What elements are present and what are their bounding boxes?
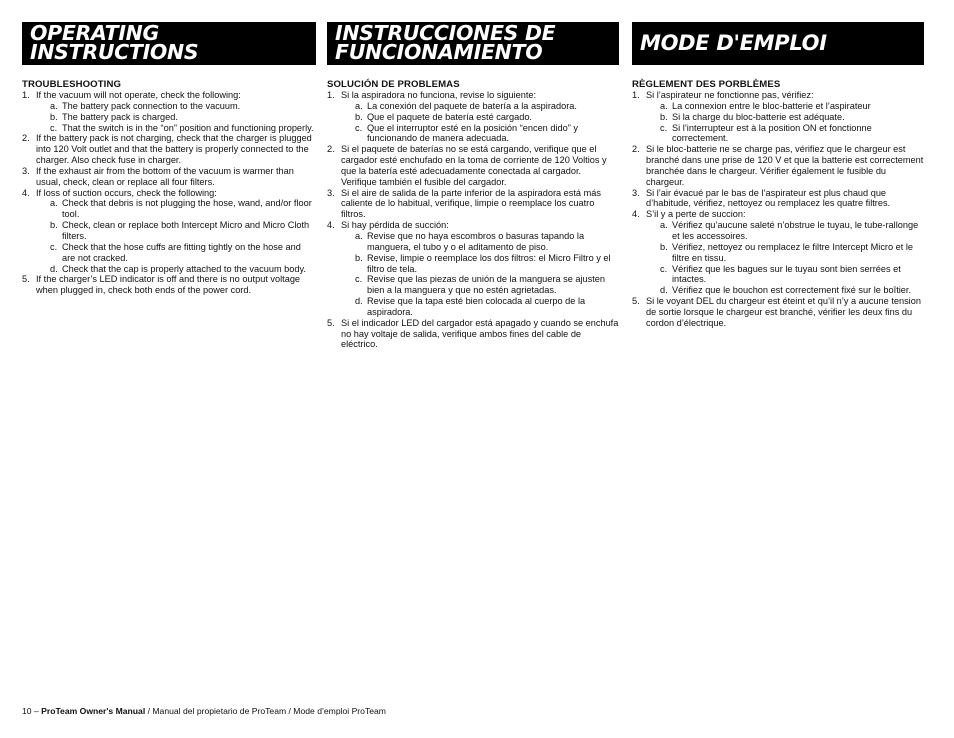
sub-item — [36, 264, 316, 275]
sub-item — [341, 112, 619, 123]
sub-item — [646, 220, 924, 242]
sub-text: The battery pack connection to the vacuum. — [62, 100, 241, 111]
sub-letter: c. — [660, 122, 668, 133]
item-text: If the vacuum will not operate, check the following: — [36, 90, 241, 100]
item-number: 3. — [327, 187, 335, 198]
section-heading — [327, 22, 619, 65]
sub-letter: c. — [50, 241, 58, 252]
sub-item — [341, 231, 619, 253]
sub-text: Revise que no haya escombros o basuras tapando la manguera, el tubo y o el aditamento de piso. — [367, 230, 585, 252]
list-item — [632, 209, 924, 296]
sub-letter: a. — [50, 100, 58, 111]
column-french — [632, 22, 924, 329]
item-number: 3. — [632, 187, 640, 198]
sub-item — [646, 264, 924, 286]
item-text: S’il y a perte de succion: — [646, 209, 746, 220]
sub-text: La conexión del paquete de batería a la aspiradora. — [367, 100, 577, 111]
list-item — [632, 188, 924, 210]
troubleshooting-list — [22, 90, 316, 296]
sub-item — [646, 123, 924, 145]
list-item — [22, 274, 316, 296]
item-text: If loss of suction occurs, check the following: — [36, 187, 217, 198]
item-number: 4. — [22, 187, 30, 198]
footer-manual-title: ProTeam Owner's Manual — [41, 706, 146, 716]
item-number: 3. — [22, 165, 30, 176]
sub-list — [646, 220, 924, 296]
item-number: 5. — [327, 317, 335, 328]
sub-item — [341, 274, 619, 296]
sub-text: Vérifiez que les bagues sur le tuyau sont bien serrées et intactes. — [672, 263, 901, 285]
item-text: Si le voyant DEL du chargeur est éteint et qu’il n’y a aucune tension de sortie lorsque le chargeur est branché, vérifier les deux fins du cordon d’électrique. — [646, 296, 921, 328]
section-heading — [632, 22, 924, 65]
sub-letter: c. — [50, 122, 58, 133]
item-text: Si el indicador LED del cargador está apagado y cuando se enchufa no hay voltaje de salida, verifique ambos fines del cable de eléctrico. — [341, 317, 619, 350]
list-item — [327, 188, 619, 221]
sub-item — [341, 253, 619, 275]
item-text: If the exhaust air from the bottom of the vacuum is warmer than usual, check, clean or replace all four filters. — [36, 165, 294, 187]
troubleshooting-list — [632, 90, 924, 329]
sub-letter: a. — [660, 220, 668, 231]
item-text: Si le bloc-batterie ne se charge pas, vérifiez que le chargeur est branché dans une prise de 120 V et que la batterie est correctement branchée dans le chargeur. Vérifier également le fusible du chargeur. — [646, 144, 924, 187]
heading-line: FUNCIONAMIENTO — [335, 40, 543, 64]
item-text: Si el paquete de baterías no se está cargando, verifique que el cargador esté enchufado en la toma de corriente de 120 Voltios y que la batería esté adecuadamente conectada al cargador. Verifique también el fusible del cargador. — [341, 144, 607, 187]
sub-text: That the switch is in the “on” position and functioning properly. — [62, 122, 314, 133]
sub-letter: b. — [355, 252, 363, 263]
subheading: SOLUCIÓN DE PROBLEMAS — [327, 79, 460, 90]
sub-text: Que el paquete de batería esté cargado. — [367, 111, 532, 122]
sub-text: Check that debris is not plugging the hose, wand, and/or floor tool. — [62, 198, 312, 220]
item-number: 4. — [327, 220, 335, 231]
column-english — [22, 22, 316, 296]
item-text: Si el aire de salida de la parte inferior de la aspiradora está más caliente de lo habitual, verifique, limpie o reemplace los cuatro filtros. — [341, 187, 601, 220]
sub-letter: b. — [355, 111, 363, 122]
item-number: 2. — [327, 144, 335, 155]
item-text: If the battery pack is not charging, check that the charger is plugged into 120 Volt outlet and that the battery is properly connected to the charger. Also check fuse in charger. — [36, 133, 312, 166]
list-item — [22, 188, 316, 275]
sub-text: Check that the hose cuffs are fitting tightly on the hose and are not cracked. — [62, 241, 301, 263]
sub-text: Revise que las piezas de unión de la manguera se ajusten bien a la manguera y que no estén agrietadas. — [367, 274, 606, 296]
sub-list — [341, 101, 619, 144]
sub-item — [646, 101, 924, 112]
sub-list — [341, 231, 619, 318]
sub-item — [341, 101, 619, 112]
subheading: TROUBLESHOOTING — [22, 79, 122, 90]
sub-text: Check, clean or replace both Intercept Micro and Micro Cloth filters. — [62, 220, 310, 241]
sub-list — [646, 101, 924, 144]
sub-letter: c. — [355, 274, 363, 285]
sub-item — [36, 198, 316, 220]
sub-item — [36, 101, 316, 112]
sub-item — [646, 242, 924, 264]
sub-text: Check that the cap is properly attached to the vacuum body. — [62, 263, 306, 274]
heading-line: MODE D'EMPLOI — [640, 31, 827, 55]
sub-item — [36, 112, 316, 123]
item-number: 1. — [327, 90, 335, 100]
item-text: If the charger’s LED indicator is off and there is no output voltage when plugged in, check both ends of the power cord. — [36, 274, 301, 296]
item-number: 1. — [632, 90, 640, 100]
sub-letter: d. — [660, 285, 668, 296]
page-footer — [22, 706, 386, 717]
sub-text: Si la charge du bloc-batterie est adéquate. — [672, 111, 845, 122]
list-item — [327, 318, 619, 351]
column-spanish — [327, 22, 619, 350]
sub-text: Vérifiez que le bouchon est correctement fixé sur le boîtier. — [672, 285, 911, 296]
sub-list — [36, 198, 316, 274]
sub-item — [646, 112, 924, 123]
item-number: 4. — [632, 209, 640, 220]
list-item — [22, 90, 316, 133]
sub-letter: b. — [660, 241, 668, 252]
sub-text: Revise, limpie o reemplace los dos filtros: el Micro Filtro y el filtro de tela. — [367, 252, 611, 274]
item-text: Si hay pérdida de succión: — [341, 220, 449, 231]
item-number: 2. — [22, 133, 30, 144]
item-text: Si l’air évacué par le bas de l’aspirateur est plus chaud que d’habitude, vérifiez, nettoyez ou remplacez les quatre filtres. — [646, 187, 891, 209]
list-item — [327, 90, 619, 144]
sub-item — [341, 123, 619, 145]
subheading: RÈGLEMENT DES PORBLÈMES — [632, 79, 781, 90]
item-text: Si la aspiradora no funciona, revise lo siguiente: — [341, 90, 537, 100]
sub-text: Vérifiez qu’aucune saleté n’obstrue le tuyau, le tube-rallonge et les accessoires. — [672, 220, 919, 241]
sub-text: Vérifiez, nettoyez ou remplacez le filtre Intercept Micro et le filtre en tissu. — [672, 241, 914, 263]
sub-letter: c. — [355, 122, 363, 133]
sub-text: Revise que la tapa esté bien colocada al cuerpo de la aspiradora. — [367, 296, 586, 317]
sub-item — [646, 285, 924, 296]
list-item — [632, 296, 924, 329]
footer-dash: – — [33, 706, 39, 716]
list-item — [327, 144, 619, 187]
sub-letter: a. — [355, 100, 363, 111]
sub-text: The battery pack is charged. — [62, 111, 178, 122]
troubleshooting-list — [327, 90, 619, 350]
sub-letter: a. — [660, 100, 668, 111]
heading-line: OPERATING — [30, 22, 160, 45]
section-heading — [22, 22, 316, 65]
sub-item — [36, 220, 316, 242]
sub-letter: a. — [355, 230, 363, 241]
sub-letter: d. — [355, 296, 363, 307]
sub-list — [36, 101, 316, 134]
sub-letter: b. — [660, 111, 668, 122]
item-text: Si l’aspirateur ne fonctionne pas, vérifiez: — [646, 90, 814, 100]
sub-letter: b. — [50, 111, 58, 122]
sub-text: Si l’interrupteur est à la position ON et fonctionne correctement. — [672, 122, 872, 144]
list-item — [632, 90, 924, 144]
list-item — [22, 166, 316, 188]
list-item — [327, 220, 619, 318]
list-item — [22, 133, 316, 166]
page-number: 10 — [22, 706, 32, 716]
sub-item — [341, 296, 619, 318]
item-number: 1. — [22, 90, 30, 100]
heading-line: INSTRUCCIONES DE — [335, 22, 556, 45]
sub-text: Que el interruptor esté en la posición “encen dido” y funcionando de manera adecuada. — [367, 122, 578, 144]
list-item — [632, 144, 924, 187]
sub-letter: b. — [50, 220, 58, 231]
sub-text: La connexion entre le bloc-batterie et l’aspirateur — [672, 100, 871, 111]
heading-line: INSTRUCTIONS — [30, 40, 199, 64]
footer-other-titles: / Manual del propietario de ProTeam / Mode d’emploi ProTeam — [147, 706, 386, 716]
sub-item — [36, 123, 316, 134]
sub-letter: a. — [50, 198, 58, 209]
item-number: 5. — [632, 296, 640, 307]
item-number: 2. — [632, 144, 640, 155]
sub-letter: d. — [50, 263, 58, 274]
item-number: 5. — [22, 274, 30, 285]
sub-letter: c. — [660, 263, 668, 274]
sub-item — [36, 242, 316, 264]
